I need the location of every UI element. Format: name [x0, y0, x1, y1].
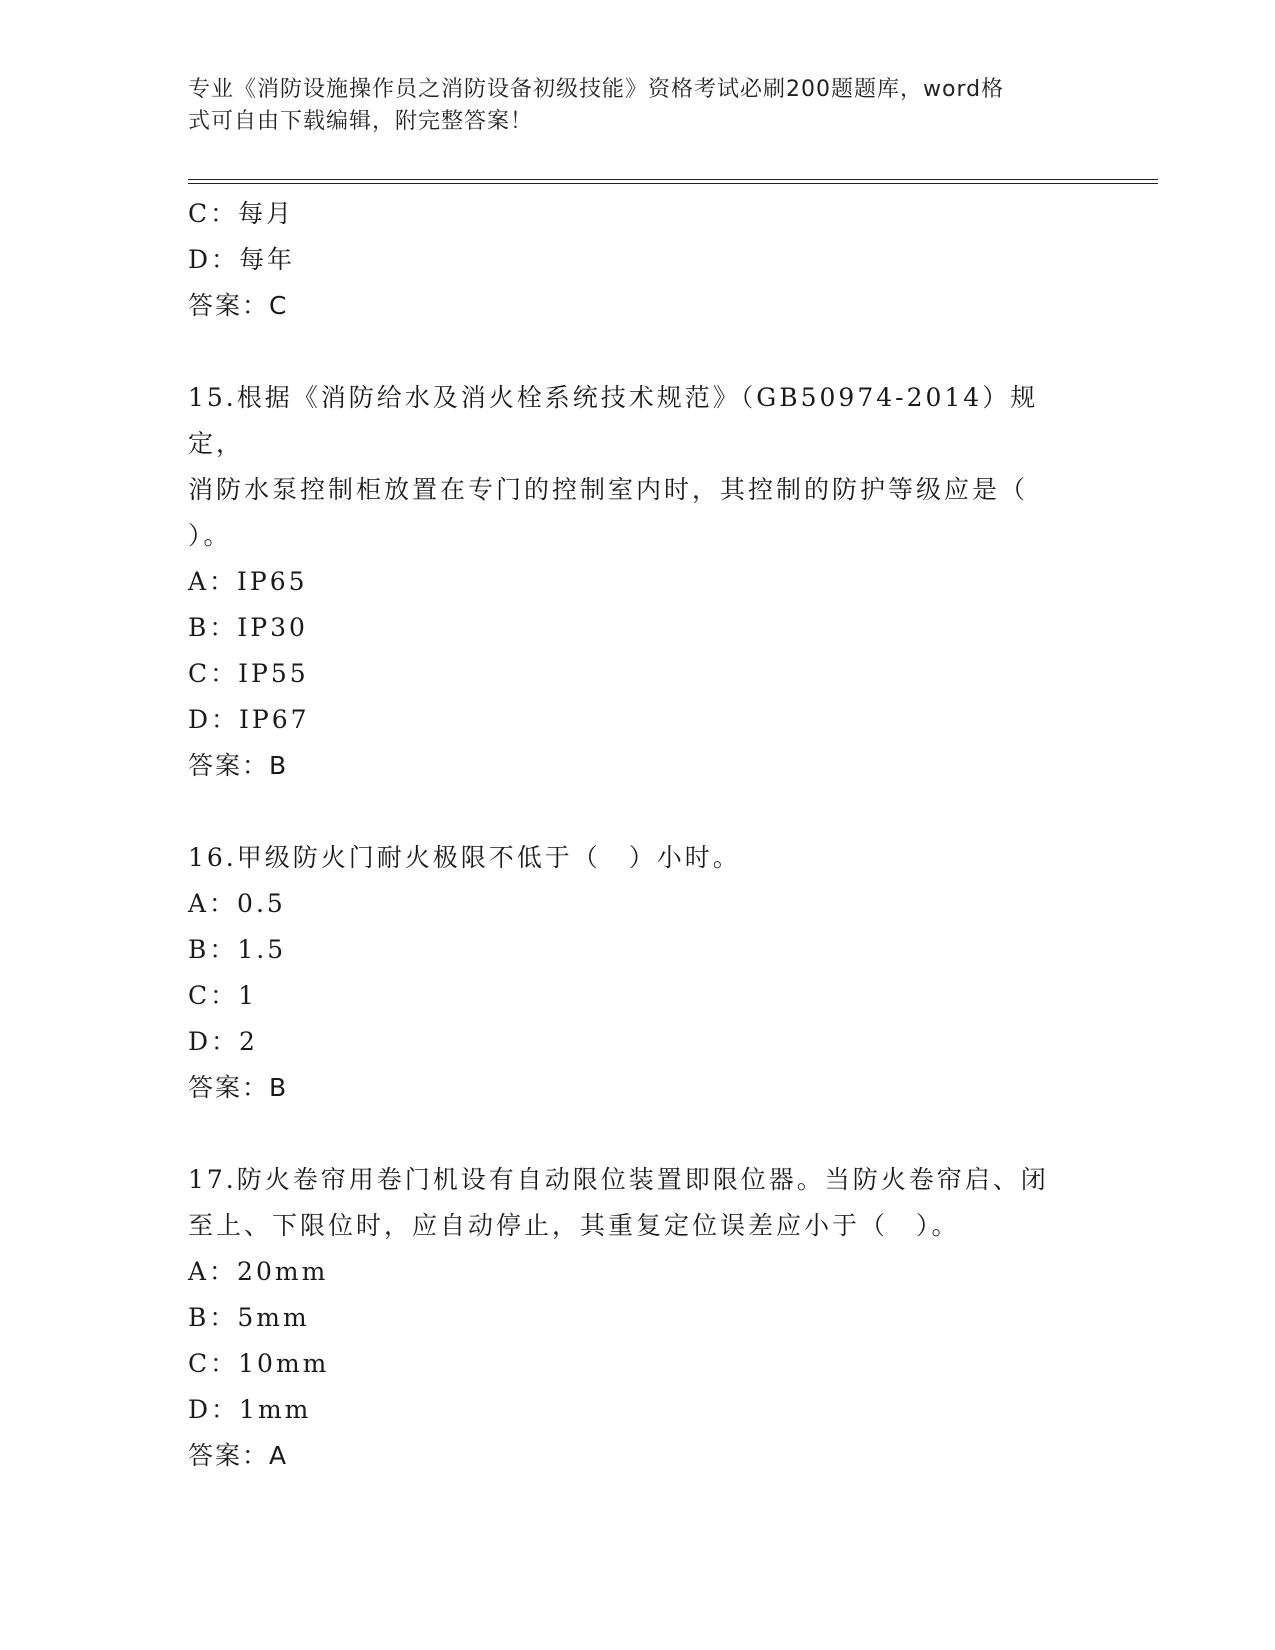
- option-a: A：20mm: [188, 1257, 329, 1286]
- option-b: B：1.5: [188, 935, 287, 964]
- option-c: C：10mm: [188, 1349, 330, 1378]
- question-block-16: [188, 835, 1088, 1111]
- header-divider-top: [188, 179, 1158, 180]
- answer-text: 答案：A: [188, 1441, 289, 1470]
- option-d: D：2: [188, 1027, 258, 1056]
- answer-text: 答案：C: [188, 291, 289, 320]
- question-text-line: 15.根据《消防给水及消火栓系统技术规范》（GB50974-2014）规定，: [188, 383, 1039, 458]
- option-a: A：0.5: [188, 889, 286, 918]
- option-d: D：1mm: [188, 1395, 312, 1424]
- question-block-17: [188, 1157, 1088, 1479]
- question-text-line: 17.防火卷帘用卷门机设有自动限位装置即限位器。当防火卷帘启、闭: [188, 1165, 1049, 1194]
- question-block-15: [188, 375, 1088, 789]
- option-d: D：IP67: [188, 705, 310, 734]
- question-list: [188, 191, 1088, 1479]
- option-b: B：IP30: [188, 613, 308, 642]
- option-a: A：IP65: [188, 567, 308, 596]
- document-header: [188, 74, 1068, 138]
- header-line-2: 式可自由下载编辑，附完整答案！: [188, 109, 534, 134]
- option-d: D：每年: [188, 245, 296, 274]
- option-b: B：5mm: [188, 1303, 310, 1332]
- question-text-line: 至上、下限位时，应自动停止，其重复定位误差应小于（ ）。: [188, 1211, 960, 1240]
- answer-text: 答案：B: [188, 751, 289, 780]
- question-text-line: 16.甲级防火门耐火极限不低于（ ）小时。: [188, 843, 741, 872]
- question-text-line: ）。: [188, 521, 232, 550]
- header-divider-bottom: [188, 183, 1158, 184]
- question-text-line: 消防水泵控制柜放置在专门的控制室内时，其控制的防护等级应是（: [188, 475, 1029, 504]
- question-block-14-continued: [188, 191, 1088, 329]
- header-line-1: 专业《消防设施操作员之消防设备初级技能》资格考试必刷200题题库，word格: [188, 77, 1005, 102]
- option-c: C：IP55: [188, 659, 309, 688]
- option-c: C：1: [188, 981, 258, 1010]
- answer-text: 答案：B: [188, 1073, 289, 1102]
- option-c: C：每月: [188, 199, 295, 228]
